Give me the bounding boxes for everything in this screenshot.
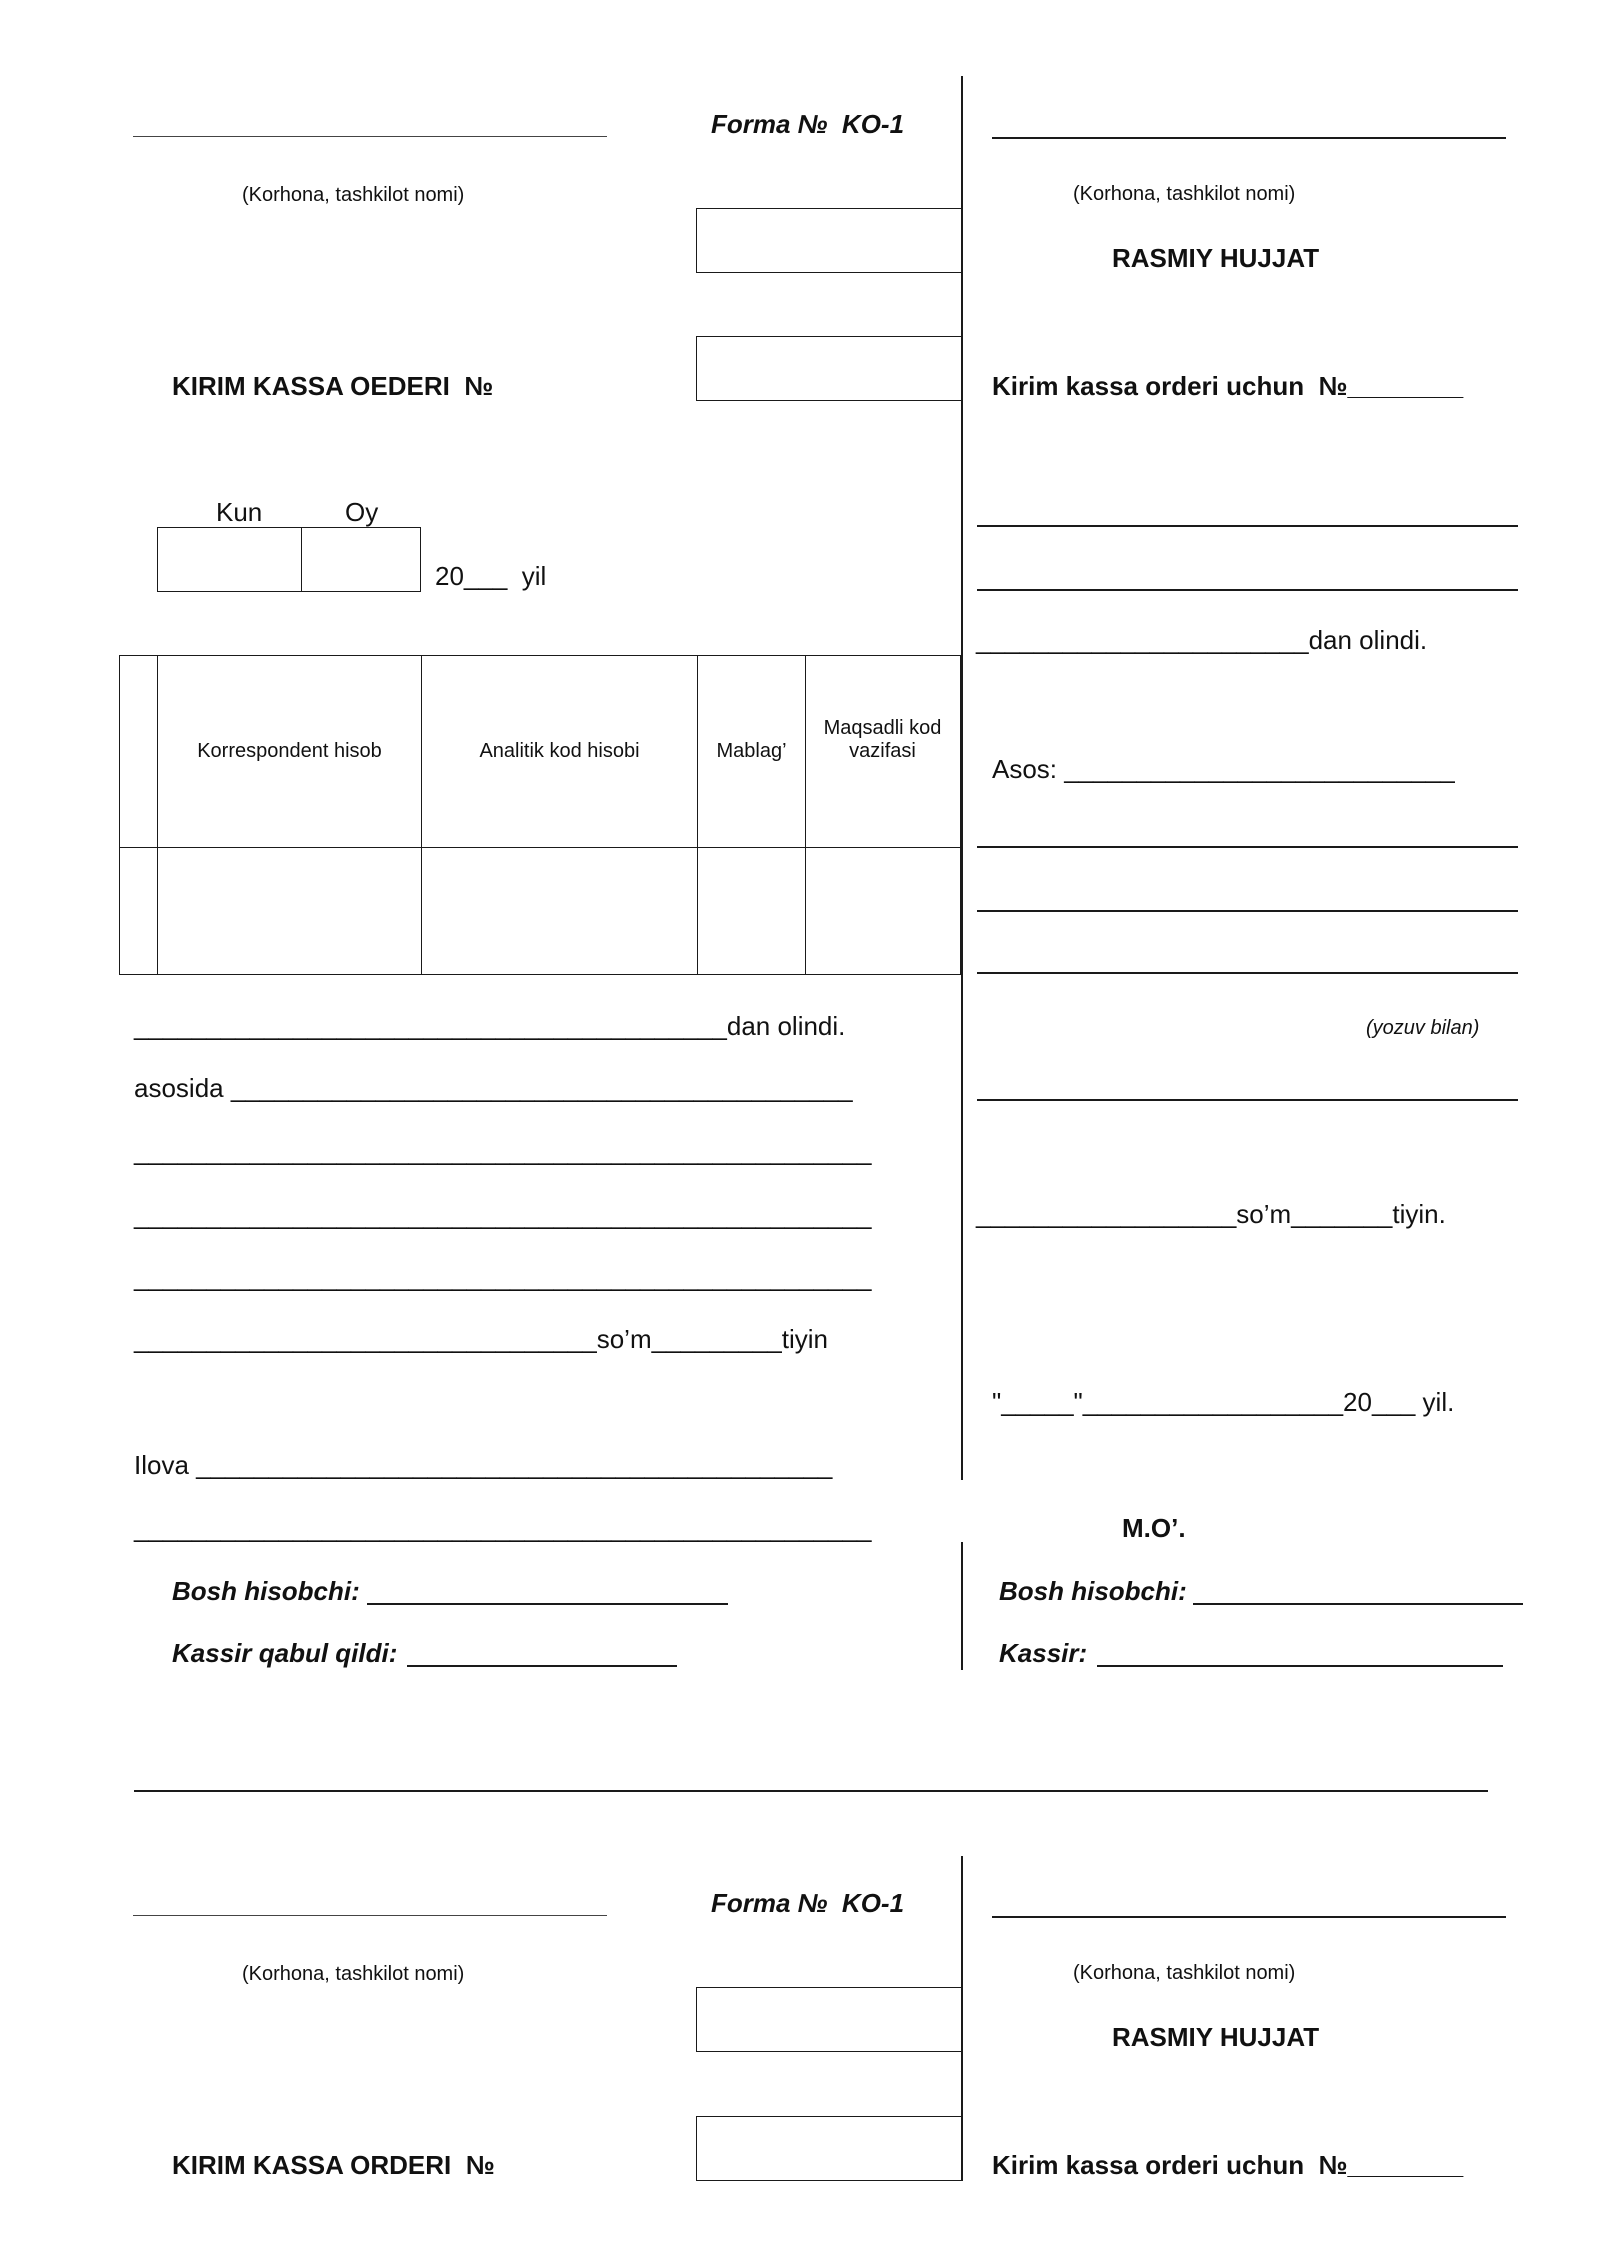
month-field[interactable]: [301, 527, 421, 592]
bottom-receipt-org-caption: (Korhona, tashkilot nomi): [1073, 1962, 1296, 1984]
receipt-order-for: Kirim kassa orderi uchun №________: [992, 371, 1464, 401]
code-box-1[interactable]: [696, 208, 962, 273]
day-field[interactable]: [157, 527, 303, 592]
bottom-order-number-box[interactable]: [696, 2116, 962, 2181]
official-doc-label: RASMIY HUJJAT: [1112, 243, 1320, 273]
in-words-caption: (yozuv bilan): [1366, 1017, 1480, 1039]
cashier-received-label: Kassir qabul qildi:: [172, 1638, 398, 1668]
header-correspondent: Korrespondent hisob: [197, 740, 382, 762]
order-number-box[interactable]: [696, 336, 962, 401]
blank-line-4[interactable]: ___________________________________________________: [134, 1513, 872, 1543]
receipt-org-line[interactable]: [992, 137, 1506, 139]
receipt-line-5[interactable]: [977, 972, 1518, 974]
receipt-line-4[interactable]: [977, 910, 1518, 912]
receipt-line-2[interactable]: [977, 589, 1518, 591]
top-divider: [961, 76, 963, 1480]
cashier-received-signature[interactable]: [407, 1665, 677, 1667]
bottom-form-number: Forma № KO-1: [711, 1888, 905, 1918]
receipt-line-6[interactable]: [977, 1099, 1518, 1101]
cell-analytic-value[interactable]: [422, 849, 696, 974]
receipt-received-from[interactable]: _______________________dan olindi.: [976, 625, 1428, 655]
signature-divider: [961, 1542, 963, 1670]
chief-accountant-signature[interactable]: [367, 1603, 728, 1605]
receipt-chief-accountant-signature[interactable]: [1193, 1603, 1523, 1605]
receipt-date[interactable]: "_____"__________________20___ yil.: [992, 1387, 1455, 1417]
chief-accountant-label: Bosh hisobchi:: [172, 1576, 360, 1606]
amount-line[interactable]: ________________________________so’m_________tiyin: [134, 1324, 828, 1354]
header-analytic: Analitik kod hisobi: [479, 740, 640, 762]
receipt-chief-accountant-label: Bosh hisobchi:: [999, 1576, 1187, 1606]
cell-amount-value[interactable]: [698, 849, 804, 974]
accounts-table: [119, 655, 961, 975]
bottom-code-box-1[interactable]: [696, 1987, 962, 2052]
attachment-line[interactable]: Ilova ____________________________________________: [134, 1450, 833, 1480]
blank-line-3[interactable]: ___________________________________________________: [134, 1262, 872, 1292]
bottom-order-title: KIRIM KASSA ORDERI №: [172, 2150, 495, 2180]
day-label: Kun: [216, 497, 263, 527]
header-amount: Mablag’: [716, 740, 787, 762]
order-title: KIRIM KASSA OEDERI №: [172, 371, 494, 401]
bottom-receipt-org-line[interactable]: [992, 1916, 1506, 1918]
received-from-line[interactable]: _________________________________________dan olindi.: [134, 1011, 846, 1041]
bottom-official-doc-label: RASMIY HUJJAT: [1112, 2022, 1320, 2052]
cell-purpose-value[interactable]: [806, 849, 959, 974]
blank-line-2[interactable]: ___________________________________________________: [134, 1200, 872, 1230]
seal-label: M.O’.: [1122, 1513, 1186, 1543]
receipt-cashier-label: Kassir:: [999, 1638, 1095, 1668]
table-col-index: [120, 656, 158, 974]
receipt-cashier-signature[interactable]: [1097, 1665, 1503, 1667]
table-row-divider: [120, 847, 960, 848]
receipt-line-1[interactable]: [977, 525, 1518, 527]
org-name-line: [133, 136, 607, 137]
basis-line[interactable]: asosida ___________________________________________: [134, 1073, 853, 1103]
cell-correspondent-value[interactable]: [158, 849, 420, 974]
receipt-amount[interactable]: __________________so’m_______tiyin.: [976, 1199, 1446, 1229]
receipt-line-3[interactable]: [977, 846, 1518, 848]
header-purpose: Maqsadli kod vazifasi: [823, 716, 942, 762]
bottom-org-caption: (Korhona, tashkilot nomi): [242, 1963, 465, 1985]
bottom-receipt-order-for: Kirim kassa orderi uchun №________: [992, 2150, 1464, 2180]
receipt-basis[interactable]: Asos: ___________________________: [992, 754, 1455, 784]
form-number: Forma № KO-1: [711, 109, 905, 139]
blank-line-1[interactable]: ___________________________________________________: [134, 1136, 872, 1166]
bottom-org-name-line[interactable]: [133, 1915, 607, 1916]
cut-line: [134, 1790, 1488, 1792]
month-label: Oy: [345, 497, 379, 527]
receipt-org-caption: (Korhona, tashkilot nomi): [1073, 183, 1296, 205]
year-text: 20___ yil: [435, 561, 547, 591]
org-caption: (Korhona, tashkilot nomi): [242, 184, 465, 206]
